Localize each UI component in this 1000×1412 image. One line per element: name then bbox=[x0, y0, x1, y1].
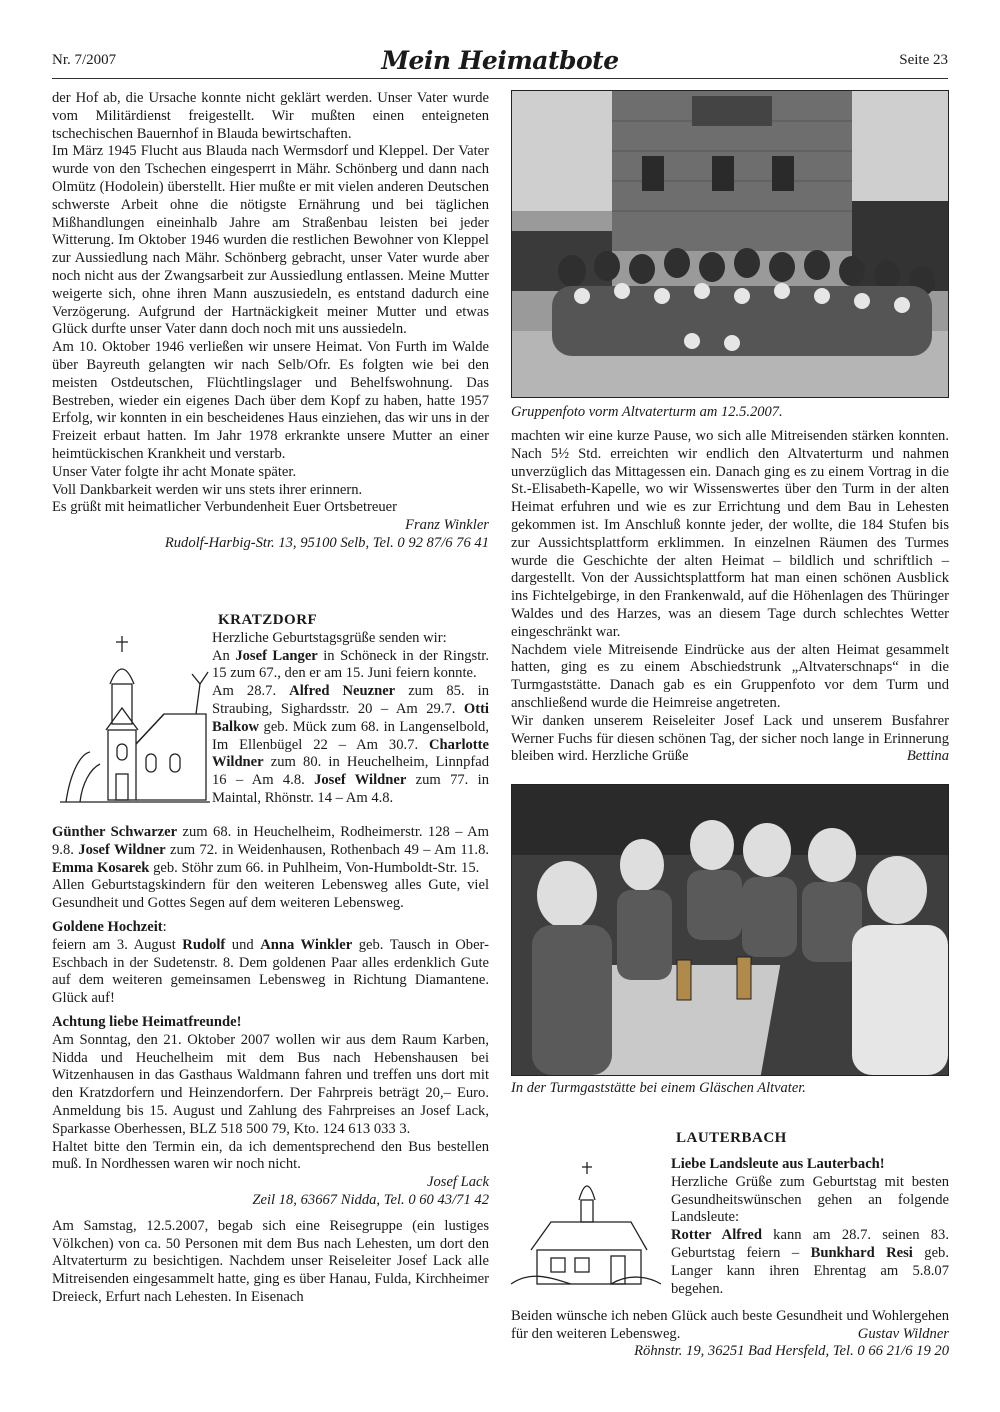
text: zum 77. in Maintal, Rhönstr. 14 – Am 4.8. bbox=[212, 772, 489, 806]
text: in Schöneck in der Ringstr. 15 zum 67., den er am 15. Juni feiern konnte. bbox=[212, 647, 489, 682]
paragraph: Unser Vater folgte ihr acht Monate später. bbox=[52, 463, 297, 480]
person-name: Emma Kosarek bbox=[52, 859, 150, 876]
right-column-article bbox=[511, 428, 949, 766]
signature-address: Röhnstr. 19, 36251 Bad Hersfeld, Tel. 0 66 21/6 19 20 bbox=[634, 1343, 949, 1360]
photo-caption-group: Gruppenfoto vorm Altvaterturm am 12.5.2007. bbox=[511, 404, 783, 420]
text: zum 72. in Weidenhausen, Rothenbach 49 – Am 11.8. bbox=[165, 841, 490, 858]
paragraph: Nachdem viele Mitreisende Eindrücke aus der alten Heimat gesammelt hatten, ging es zu einem Abschiedstrunk „Altvaterschnaps“ in die Turmgaststätte. Danach gab es ein Gruppenfoto vor dem Turm und anschließend wurde die Heimreise angetreten. bbox=[511, 641, 949, 711]
text: Wir danken unserem Reiseleiter Josef Lack und unserem Busfahrer Werner Fuchs für diesen schönen Tag, der sicher noch lange in Erinnerung bleiben wird. Herzliche Grüße bbox=[511, 712, 949, 765]
signature-name: Bettina bbox=[906, 748, 949, 765]
person-name: Günther Schwarzer bbox=[52, 824, 178, 840]
text: An bbox=[212, 647, 236, 664]
header-rule bbox=[52, 78, 948, 79]
person-name: Josef Langer bbox=[235, 647, 318, 664]
person-name: Bunkhard Resi bbox=[810, 1244, 913, 1261]
group-photo-image bbox=[512, 91, 948, 397]
page-header bbox=[52, 46, 948, 74]
paragraph: Herzliche Grüße zum Geburtstag mit besten Gesundheitswünschen gehen an folgende Landsleute: bbox=[671, 1173, 949, 1226]
birthday-entry bbox=[212, 683, 489, 808]
signature-address: Zeil 18, 63667 Nidda, Tel. 0 60 43/71 42 bbox=[252, 1191, 489, 1208]
birthday-entry bbox=[671, 1227, 949, 1298]
person-name: Otti Balkow bbox=[212, 700, 489, 735]
paragraph: Allen Geburtstagskindern für den weiteren Lebensweg alles Gute, viel Gesundheit und Gottes Segen auf dem weiteren Lebensweg. bbox=[52, 877, 489, 912]
birthday-entry bbox=[52, 824, 489, 877]
paragraph: Am Samstag, 12.5.2007, begab sich eine Reisegruppe (ein lustiges Völkchen) von ca. 50 Personen mit dem Bus nach Lehesten, um dort den Altvaterturm zu besichtigen. Nachdem unser Reiseleiter Josef Lack alle Mitreisenden eingesammelt hatte, ging es über Hanau, Fulda, Kirchheimer Dreieck, Erfurt nach Lehesten. In Eisenach bbox=[52, 1217, 489, 1305]
subheading-golden-wedding bbox=[52, 919, 489, 937]
text: zum 80. in Heuchelheim, Linnpfad 16 – Am 4.8. bbox=[212, 754, 489, 789]
signature-address: Rudolf-Harbig-Str. 13, 95100 Selb, Tel. 0 92 87/6 76 41 bbox=[164, 534, 489, 551]
paragraph: Haltet bitte den Termin ein, da ich dementsprechend den Bus bestellen muß. In Nordhessen waren wir noch nicht. bbox=[52, 1138, 489, 1173]
section-heading-lauterbach: LAUTERBACH bbox=[676, 1130, 787, 1146]
text: geb. Langer kann ihren Ehrentag am 5.8.07 begehen. bbox=[671, 1244, 949, 1297]
paragraph: Es grüßt mit heimatlicher Verbundenheit Euer Ortsbetreuer bbox=[52, 499, 398, 516]
kratzdorf-text bbox=[212, 612, 489, 808]
paragraph: der Hof ab, die Ursache konnte nicht geklärt werden. Unser Vater wurde vom Militärdienst freigestellt. Wir mußten einen enteigneten tschechischen Bauernhof in Blauda bewirtschaften. bbox=[52, 90, 489, 142]
person-name: Josef Wildner bbox=[314, 772, 407, 789]
text: geb. Tausch in Ober-Eschbach in der Sudetenstr. 8. Dem goldenen Paar alles erdenklich Gute auf dem weiteren gemeinsamen Lebensweg in Richtung Diamantene. Glück auf! bbox=[52, 936, 489, 1007]
person-name: Rudolf bbox=[182, 936, 226, 953]
signature-name: Franz Winkler bbox=[405, 517, 489, 534]
birthday-entry bbox=[212, 648, 489, 684]
text: feiern am 3. August bbox=[52, 936, 183, 953]
restaurant-photo bbox=[511, 784, 949, 1076]
chapel-illustration bbox=[511, 1160, 661, 1290]
subheading-attention: Achtung liebe Heimatfreunde! bbox=[52, 1013, 242, 1030]
person-name: Alfred Neuzner bbox=[289, 683, 396, 700]
text: kann am 28.7. seinen 83. Geburtstag feiern – bbox=[671, 1227, 949, 1261]
paragraph: Herzliche Geburtstagsgrüße senden wir: bbox=[212, 629, 447, 646]
text: zum 68. in Heuchelheim, Rodheimerstr. 128 – Am 9.8. bbox=[52, 824, 489, 858]
lauterbach-closing bbox=[511, 1308, 949, 1361]
section-heading-kratzdorf: KRATZDORF bbox=[218, 612, 318, 628]
paragraph: Am Sonntag, den 21. Oktober 2007 wollen wir aus dem Raum Karben, Nidda und Heuchelheim mit dem Bus nach Hebenshausen bei Witzenhausen in das Gasthaus Waldmann fahren und treffen uns dort mit den Kratzdorfern und Heinzendorfern. Der Fahrpreis beträgt 20,– Euro. Anmeldung bis 15. August und Zahlung des Fahrpreises an Josef Lack, Sparkasse Oberhessen, BLZ 518 500 79, Kto. 124 613 033 3. bbox=[52, 1031, 489, 1137]
text: Am 28.7. bbox=[212, 683, 290, 700]
signature-name: Gustav Wildner bbox=[857, 1325, 949, 1342]
kratzdorf-text-full bbox=[52, 824, 489, 1307]
person-name: Rotter Alfred bbox=[671, 1227, 762, 1244]
paragraph bbox=[52, 937, 489, 1008]
text: zum 85. in Straubing, Sighardsstr. 20 – Am 29.7. bbox=[212, 683, 490, 717]
issue-number: Nr. 7/2007 bbox=[52, 52, 117, 68]
restaurant-photo-image bbox=[512, 785, 948, 1075]
page-number: Seite 23 bbox=[899, 52, 948, 68]
text: geb. Mück zum 68. in Langenselbold, Im Ellenbügel 22 – Am 30.7. bbox=[212, 718, 489, 753]
masthead-title: Mein Heimatbote bbox=[381, 46, 619, 75]
photo-caption-restaurant: In der Turmgaststätte bei einem Gläschen Altvater. bbox=[511, 1080, 806, 1096]
paragraph: Am 10. Oktober 1946 verließen wir unsere Heimat. Von Furth im Walde über Bayreuth gelangten wir nach Selb/Ofr. Es folgten wie bei den meisten Ostdeutschen, Flüchtlingslager und Behelfswohnung. Das Bestreben, wieder ein eigenes Dach über dem Kopf zu haben, hatte 1957 Erfolg, wir konnten in ein bescheidenes Haus einziehen, das wir uns in der Freizeit erbaut hatten. Im Jahr 1978 erkrankte unsere Mutter an einer heimtückischen Krankheit und verstarb. bbox=[52, 339, 489, 462]
person-name: Charlotte Wildner bbox=[212, 736, 489, 771]
chapel-illustration bbox=[60, 634, 210, 814]
text: : bbox=[162, 918, 167, 935]
paragraph: machten wir eine kurze Pause, wo sich alle Mitreisenden stärken konnten. Nach 5½ Std. erreichten wir endlich den Altvaterturm und nahmen unverzüglich das Mittagessen ein. Danach ging es zu einem Vortrag in die St.-Elisabeth-Kapelle, wo wir Wissenswertes über den Turm in der alten Heimat erfuhren und wie es zur Errichtung und dem Bau in Lehesten gekommen ist. Im Anschluß konnte jeder, der wollte, die 184 Stufen bis zur Aussichtsplattform erklimmen. In einzelnen Räumen des Turmes wurde die Geschichte der alten Heimat – bildlich und schriftlich – dargestellt. Von der Aussichtsplattform hat man einen schönen Ausblick ins Fichtelgebirge, in den Frankenwald, auf die Höhenlagen des Thüringer Waldes und des Harzes, was an diesem Tage durch schlechtes Wetter eingeschränkt war. bbox=[511, 428, 949, 640]
greeting-heading: Liebe Landsleute aus Lauterbach! bbox=[671, 1156, 885, 1172]
person-name: Josef Wildner bbox=[78, 841, 166, 858]
text: und bbox=[225, 936, 261, 953]
paragraph: Voll Dankbarkeit werden wir uns stets ihrer erinnern. bbox=[52, 481, 363, 498]
paragraph bbox=[511, 713, 949, 766]
paragraph: Im März 1945 Flucht aus Blauda nach Wermsdorf und Kleppel. Der Vater wurde von den Tschechen eingesperrt in Mähr. Schönberg und dann nach Olmütz (Hodolein) überstellt. Hier mußte er mit vielen anderen Deutschen schwerste Arbeit ohne die nötigste Ernährung und bei täglichen Mißhandlungen eineinhalb Jahre am Straßenbau leisten bei jeder Witterung. Im Oktober 1946 wurden die restlichen Bewohner von Kleppel zur Aussiedlung nach Mähr. Schönberg gebracht, unser Vater wurde aber noch nicht aus der Zwangsarbeit zur Aussiedlung entlassen. Meine Mutter weigerte sich, ohne ihren Mann auszusiedeln, es entstand dadurch eine Verzögerung. Aufgrund der Hartnäckigkeit meiner Mutter und etwas Glück durfte unser Vater dann doch noch mit uns aussiedeln. bbox=[52, 143, 489, 338]
group-photo bbox=[511, 90, 949, 398]
lauterbach-text bbox=[671, 1156, 949, 1298]
left-column-article bbox=[52, 90, 489, 553]
text: geb. Stöhr zum 66. in Puhlheim, Von-Humboldt-Str. 15. bbox=[149, 859, 480, 876]
person-name: Anna Winkler bbox=[260, 936, 353, 953]
subheading: Goldene Hochzeit bbox=[52, 918, 163, 935]
paragraph: Beiden wünsche ich neben Glück auch beste Gesundheit und Wohlergehen für den weiteren Lebensweg. bbox=[511, 1308, 949, 1342]
signature-name: Josef Lack bbox=[426, 1174, 489, 1191]
